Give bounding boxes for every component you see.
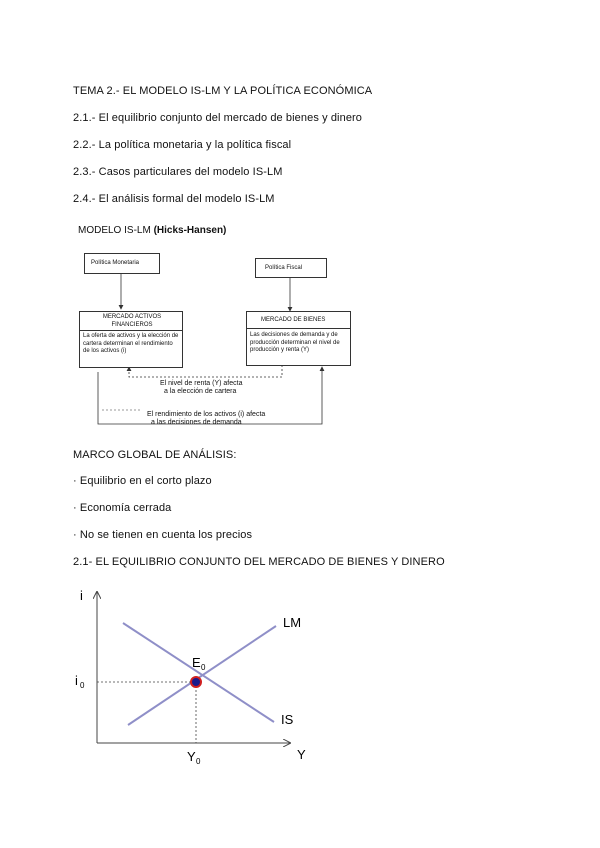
marco-item: · No se tienen en cuenta los precios bbox=[73, 529, 253, 541]
mercado-activos-title: MERCADO ACTIVOS FINANCIEROS bbox=[102, 314, 162, 328]
arrow-label-rend-line1: El rendimiento de los activos (i) afecta bbox=[147, 411, 266, 418]
arrow-label-renta-line2: a la elección de cartera bbox=[164, 388, 237, 395]
toc-item: 2.1.- El equilibrio conjunto del mercado de bienes y dinero bbox=[73, 112, 363, 124]
mercado-activos-text: La oferta de activos y la elección de cartera determinan el rendimiento de los activos (i) bbox=[83, 333, 179, 354]
politica-fiscal-label: Política Fiscal bbox=[265, 265, 303, 271]
arrow-label-renta-line1: El nivel de renta (Y) afecta bbox=[160, 380, 243, 387]
is-curve bbox=[123, 623, 274, 722]
mercado-bienes-title: MERCADO DE BIENES bbox=[261, 317, 326, 323]
lm-label: LM bbox=[283, 615, 302, 630]
mercado-bienes-text: Las decisiones de demanda y de producción determinan el nivel de producción y renta (Y) bbox=[250, 332, 340, 353]
is-label: IS bbox=[281, 712, 294, 727]
i0-label: i bbox=[75, 673, 78, 688]
diagram-heading-paren: (Hicks-Hansen) bbox=[153, 225, 227, 236]
x-axis-label: Y bbox=[297, 747, 306, 762]
arrow-label-rend-line2: a las decisiones de demanda bbox=[151, 419, 242, 426]
y0-label-sub: 0 bbox=[196, 757, 201, 766]
page-title: TEMA 2.- EL MODELO IS-LM Y LA POLÍTICA ECONÓMICA bbox=[73, 85, 373, 97]
y0-label: Y bbox=[187, 749, 196, 764]
marco-heading: MARCO GLOBAL DE ANÁLISIS: bbox=[73, 449, 237, 461]
equilibrium-point bbox=[191, 677, 201, 687]
marco-item: · Economía cerrada bbox=[73, 502, 172, 514]
marco-item: · Equilibrio en el corto plazo bbox=[73, 475, 212, 487]
eq-label-sub: 0 bbox=[201, 663, 206, 672]
diagram-heading-prefix: MODELO IS-LM bbox=[78, 225, 151, 236]
section-21-heading: 2.1- EL EQUILIBRIO CONJUNTO DEL MERCADO DE BIENES Y DINERO bbox=[73, 556, 445, 568]
toc-item: 2.2.- La política monetaria y la política fiscal bbox=[73, 139, 292, 151]
toc-item: 2.4.- El análisis formal del modelo IS-LM bbox=[73, 193, 275, 205]
i0-label-sub: 0 bbox=[80, 681, 85, 690]
politica-monetaria-label: Política Monetaria bbox=[91, 260, 140, 266]
y-axis-label: i bbox=[80, 588, 83, 603]
toc-item: 2.3.- Casos particulares del modelo IS-LM bbox=[73, 166, 283, 178]
eq-label: E bbox=[192, 655, 201, 670]
